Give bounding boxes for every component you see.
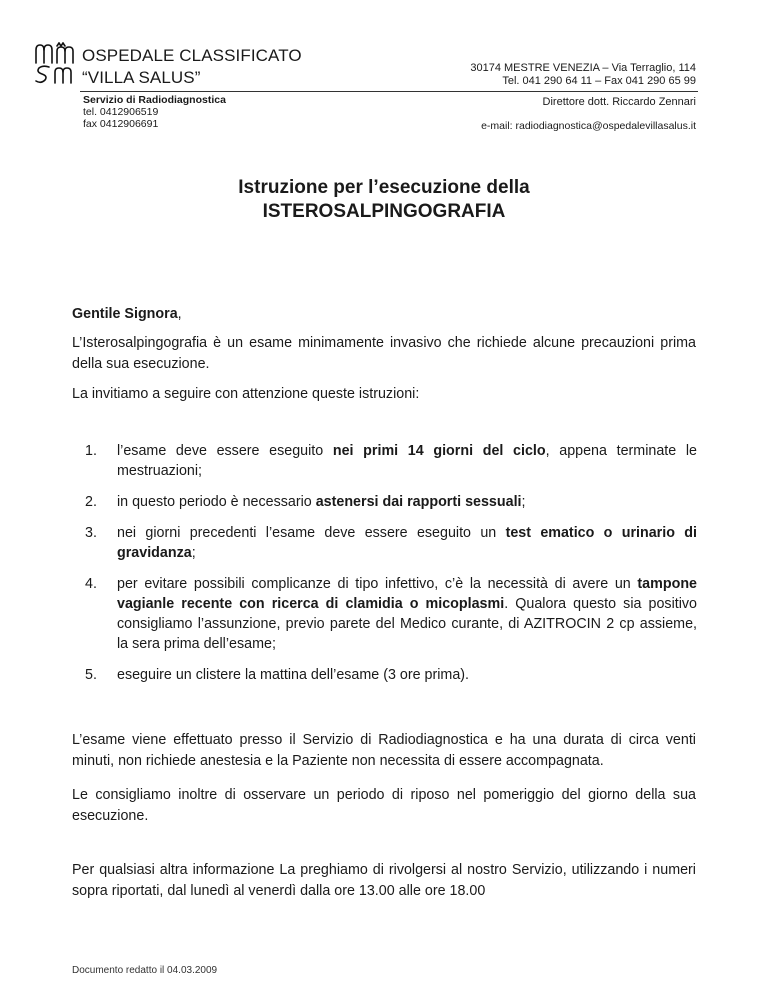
list-item-text: in questo periodo è necessario xyxy=(117,494,316,510)
list-item-emphasis: nei primi 14 giorni del ciclo xyxy=(332,443,546,459)
address-phone-fax: Tel. 041 290 64 11 – Fax 041 290 65 99 xyxy=(502,75,696,87)
hospital-name-line2: “VILLA SALUS” xyxy=(82,68,201,87)
list-item xyxy=(85,492,697,512)
hospital-name-line1: OSPEDALE CLASSIFICATO xyxy=(82,46,302,65)
list-item-text-end: , appena terminate le mestruazioni; xyxy=(117,443,697,479)
list-item-text: nei giorni precedenti l’esame deve essere eseguito un xyxy=(117,525,506,541)
greeting xyxy=(72,304,696,325)
service-info xyxy=(83,94,226,130)
exam-info-paragraph: L’esame viene effettuato presso il Servizio di Radiodiagnostica e ha una durata di circa venti minuti, non richiede anestesia e la Paziente non necessita di essere accompagnata. xyxy=(72,732,696,769)
list-item-number: 2. xyxy=(85,494,97,510)
list-item-emphasis: astenersi dai rapporti sessuali xyxy=(315,494,522,510)
document-date-note: Documento redatto il 04.03.2009 xyxy=(72,965,218,976)
ms-monogram-icon xyxy=(33,42,79,86)
list-item xyxy=(85,574,697,654)
hospital-address xyxy=(470,62,696,88)
intro-paragraph: L’Isterosalpingografia è un esame minimamente invasivo che richiede alcune precauzioni prima della sua esecuzione. xyxy=(72,335,696,372)
service-email: e-mail: radiodiagnostica@ospedalevillasalus.it xyxy=(481,120,696,132)
list-item-text: per evitare possibili complicanze di tipo infettivo, c’è la necessità di avere un xyxy=(117,576,638,592)
service-fax: fax 0412906691 xyxy=(83,118,159,130)
service-tel: tel. 0412906519 xyxy=(83,106,159,118)
title-line1: Istruzione per l’esecuzione della xyxy=(238,177,530,198)
list-item-text-end: ; xyxy=(191,545,196,561)
rest-advice-paragraph: Le consigliamo inoltre di osservare un periodo di riposo nel pomeriggio del giorno della sua esecuzione. xyxy=(72,787,696,824)
header-divider xyxy=(80,91,698,92)
greeting-name: Gentile Signora xyxy=(72,306,178,322)
instruction-list xyxy=(85,441,697,696)
list-item-emphasis: test ematico o urinario di gravidanza xyxy=(117,525,697,561)
hospital-logo xyxy=(33,42,79,86)
service-name: Servizio di Radiodiagnostica xyxy=(83,94,226,106)
list-item xyxy=(85,523,697,563)
invite-paragraph: La invitiamo a seguire con attenzione queste istruzioni: xyxy=(72,386,420,402)
title-line2: ISTEROSALPINGOGRAFIA xyxy=(262,201,506,222)
list-item-number: 5. xyxy=(85,667,97,683)
greeting-punct: , xyxy=(177,306,182,322)
list-item-text: l’esame deve essere eseguito xyxy=(117,443,333,459)
director-name: Direttore dott. Riccardo Zennari xyxy=(542,96,696,108)
list-item-number: 3. xyxy=(85,525,97,541)
list-item-number: 4. xyxy=(85,576,97,592)
list-item-text: eseguire un clistere la mattina dell’esame (3 ore prima). xyxy=(117,667,470,683)
list-item-emphasis: tampone vagianle recente con ricerca di clamidia o micoplasmi xyxy=(117,576,697,612)
contact-paragraph: Per qualsiasi altra informazione La preghiamo di rivolgersi al nostro Servizio, utilizzando i numeri sopra riportati, dal lunedì al venerdì dalla ore 13.00 alle ore 18.00 xyxy=(72,862,696,899)
list-item xyxy=(85,665,697,685)
list-item xyxy=(85,441,697,481)
list-item-text-end: ; xyxy=(521,494,526,510)
list-item-text-end: . Qualora questo sia positivo consigliamo l’assunzione, previo parete del Medico curante, di AZITROCIN 2 cp assieme, la sera prima dell’esame; xyxy=(117,596,697,652)
document-title xyxy=(0,176,768,224)
address-street: 30174 MESTRE VENEZIA – Via Terraglio, 114 xyxy=(470,62,696,74)
list-item-number: 1. xyxy=(85,443,97,459)
